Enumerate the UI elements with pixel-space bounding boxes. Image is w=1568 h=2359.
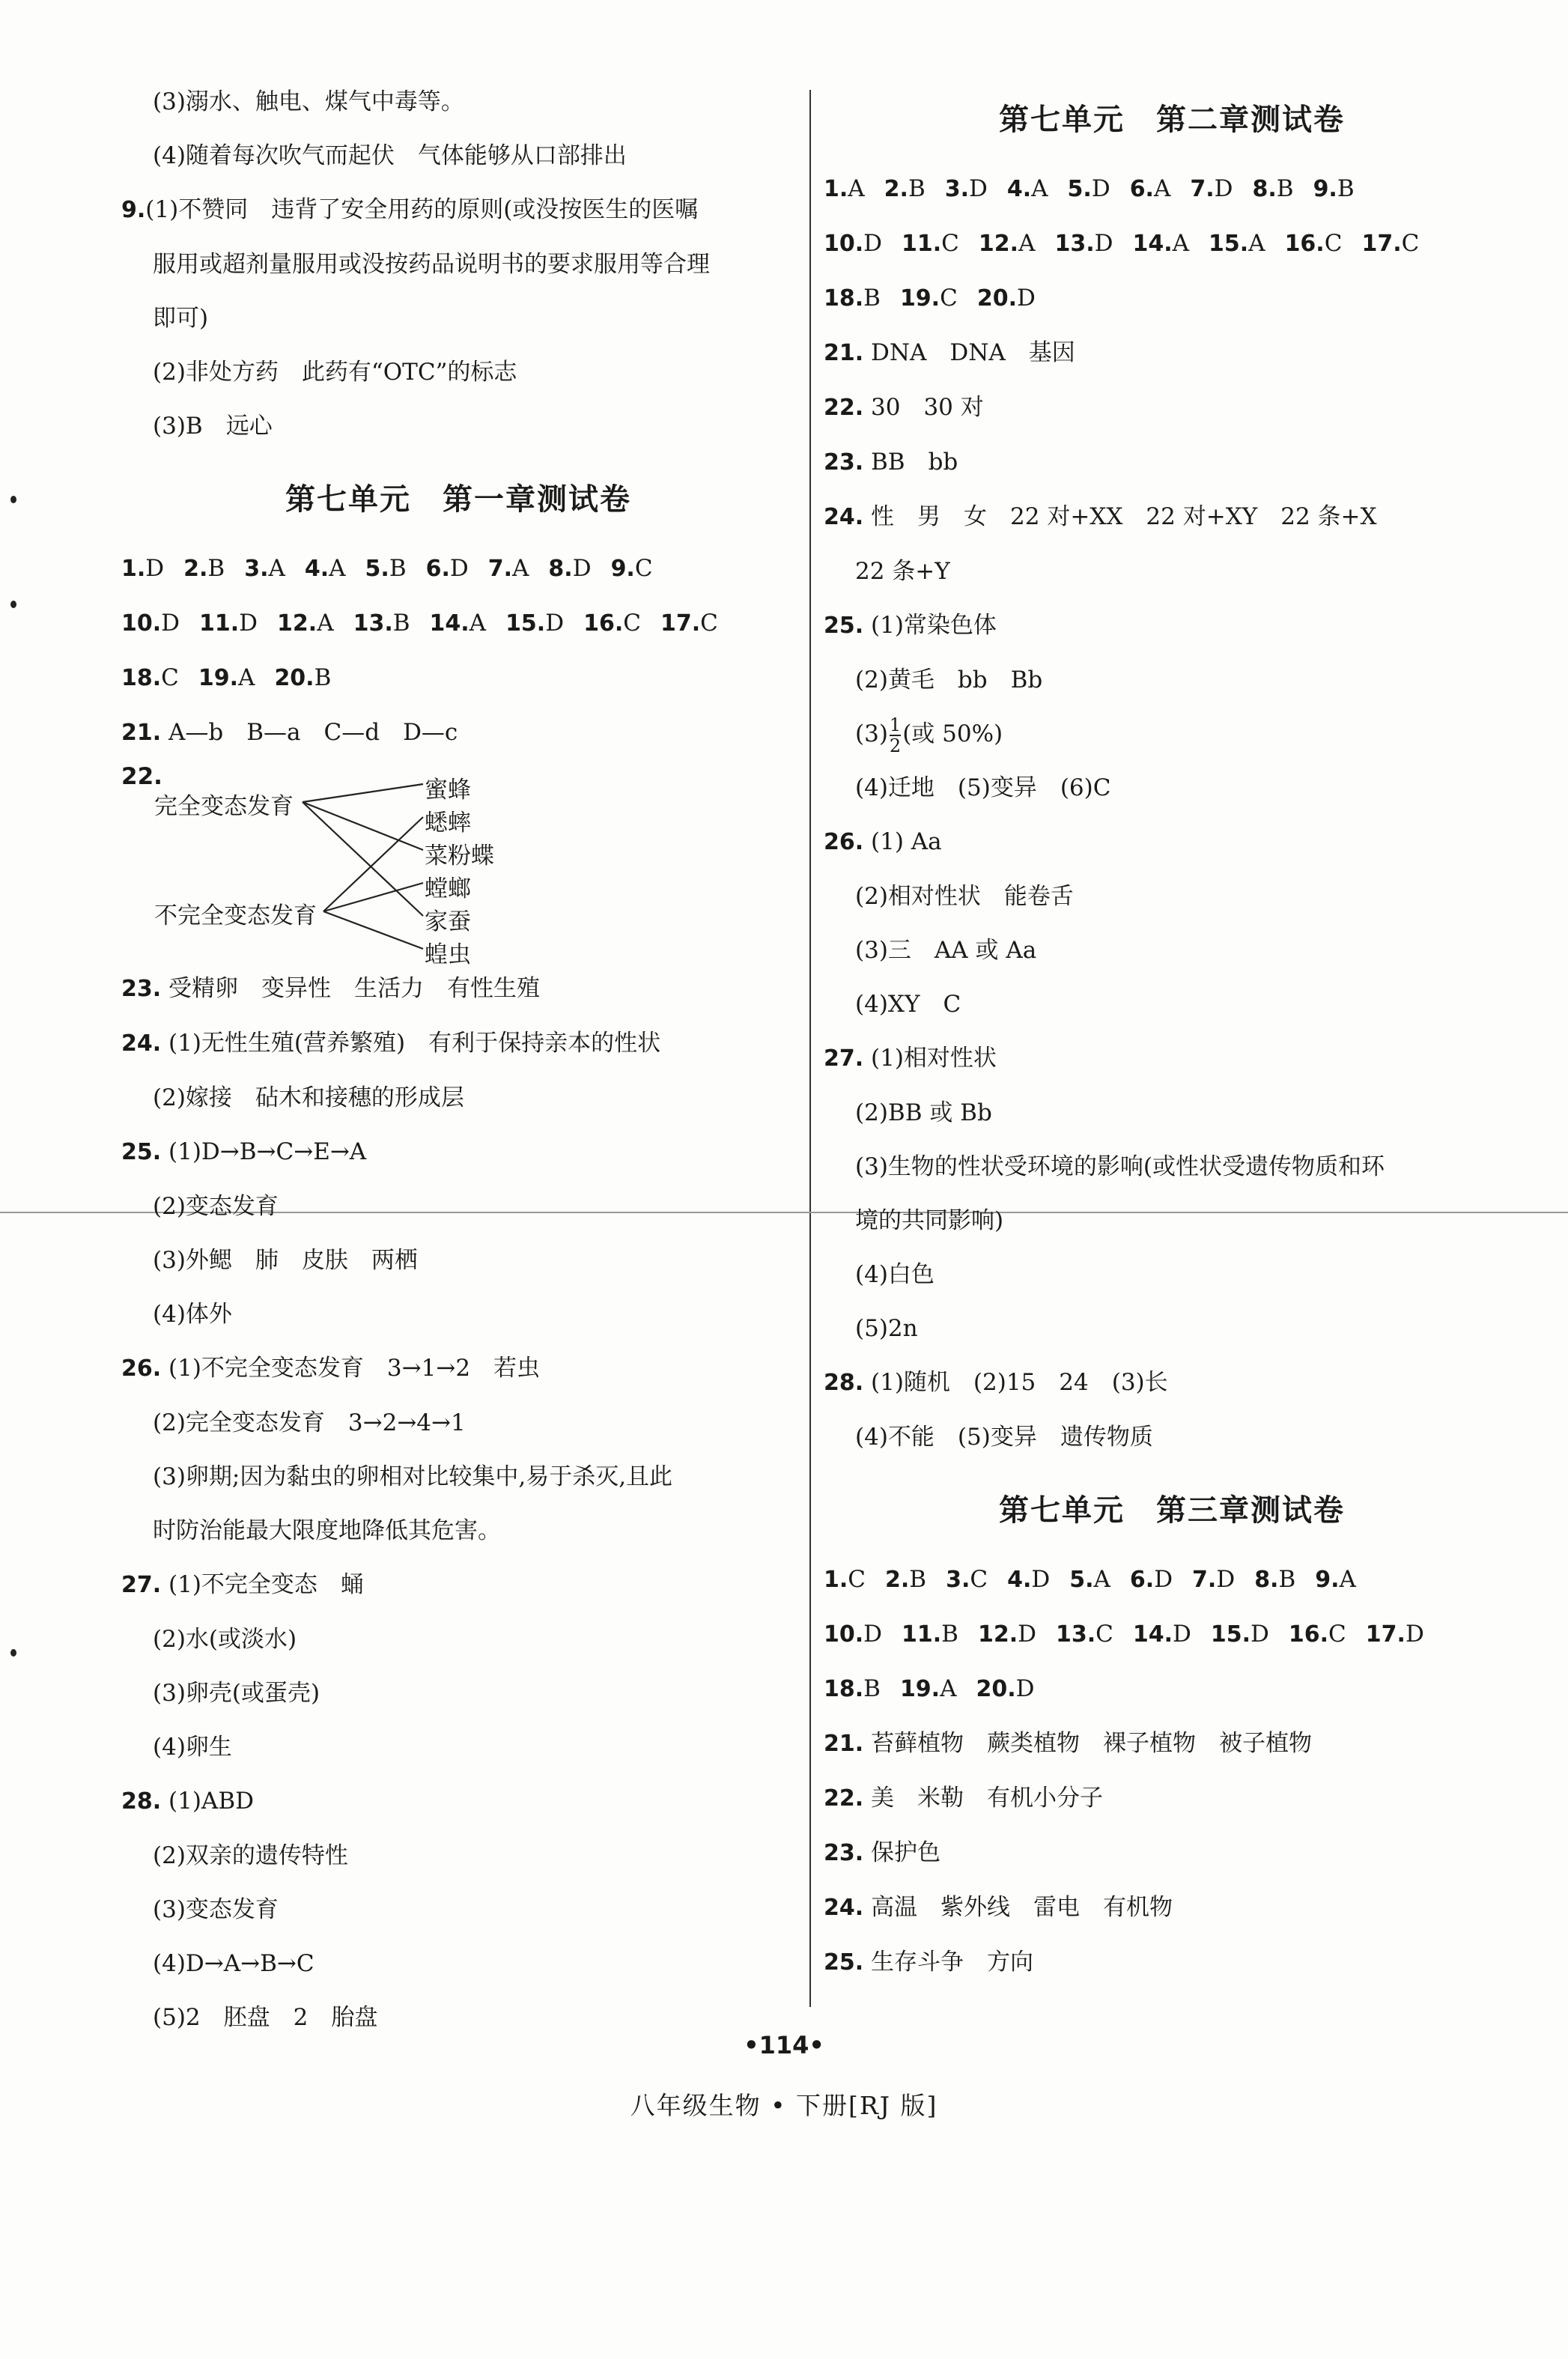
question-number: 16.: [1284, 231, 1325, 257]
question-number: 18.: [121, 665, 162, 691]
answer-letter: C: [1401, 230, 1420, 257]
question-number: 14.: [1132, 1621, 1173, 1648]
mc-row: [824, 1607, 1520, 1662]
question-number: 13.: [1054, 231, 1095, 257]
question-number: 12.: [277, 610, 317, 637]
section-title: 第七单元 第一章测试卷: [285, 482, 631, 517]
answer-letter: C: [161, 664, 179, 691]
question-number: 3.: [944, 176, 970, 202]
question-number: 19.: [899, 285, 941, 312]
question-number: 5.: [1069, 1567, 1094, 1593]
question-number: 12.: [978, 231, 1019, 257]
answer-letter: B: [207, 555, 225, 582]
answer-letter: A: [512, 555, 529, 582]
diagram-label-complete: 完全变态发育: [154, 793, 294, 820]
answer-line: 21. 苔藓植物 蕨类植物 裸子植物 被子植物: [824, 1730, 1313, 1757]
answer-letter: A: [848, 175, 865, 202]
question-number: 7.: [1190, 176, 1215, 202]
answer-letter: A: [469, 610, 487, 637]
book-title: 八年级生物 • 下册[RJ 版]: [630, 2091, 938, 2120]
answer-line: 28. (1)随机 (2)15 24 (3)长: [824, 1369, 1168, 1396]
answer-line: (2)变态发育: [153, 1193, 279, 1220]
answer-letter: D: [1216, 1566, 1236, 1593]
answer-line: 21. DNA DNA 基因: [824, 339, 1075, 366]
question-number: 10.: [121, 610, 162, 637]
question-number: 14.: [1132, 231, 1173, 257]
question-number: 18.: [824, 1676, 864, 1702]
question-number: 11.: [902, 1621, 942, 1648]
answer-letter: B: [863, 1675, 881, 1702]
answer-line: (2)相对性状 能卷舌: [855, 883, 1074, 910]
question-number: 17.: [660, 610, 701, 637]
answer-line: 24. 性 男 女 22 对+XX 22 对+XY 22 条+X: [824, 503, 1377, 530]
right-column: [824, 90, 1520, 1990]
question-number: 19.: [198, 665, 239, 691]
answer-letter: C: [623, 610, 641, 637]
mc-row: [824, 271, 1520, 326]
answer-letter: B: [941, 1621, 958, 1648]
answer-letter: A: [1172, 230, 1190, 257]
question-number: 9.: [1313, 176, 1337, 202]
answer-letter: A: [268, 555, 285, 582]
question-number: 22.: [121, 763, 162, 790]
section-title: 第七单元 第二章测试卷: [999, 103, 1345, 137]
question-number: 17.: [1361, 231, 1402, 257]
answer-line: (3)变态发育: [153, 1896, 279, 1923]
answer-line: 26. (1)不完全变态发育 3→1→2 若虫: [121, 1355, 541, 1382]
answer-letter: C: [634, 555, 653, 582]
answer-letter: A: [317, 610, 334, 637]
question-number: 18.: [824, 285, 864, 312]
question-number: 20.: [976, 1676, 1016, 1702]
mc-row: [824, 216, 1520, 271]
answer-line: (4)XY C: [855, 991, 961, 1018]
left-column: [121, 75, 795, 2044]
question-number: 13.: [353, 610, 393, 637]
answer-letter: C: [1324, 230, 1343, 257]
question-number: 11.: [199, 610, 240, 637]
answer-line: (3)溺水、触电、煤气中毒等。: [153, 88, 464, 115]
question-number: 5.: [1067, 176, 1092, 202]
question-number: 15.: [1209, 231, 1249, 257]
answer-letter: D: [1031, 1566, 1051, 1593]
answer-line: (5)2 胚盘 2 胎盘: [153, 2004, 378, 2031]
question-number: 4.: [1007, 1567, 1032, 1593]
answer-letter: B: [1278, 1566, 1296, 1593]
answer-line: 23. 受精卵 变异性 生活力 有性生殖: [121, 975, 541, 1002]
matching-lines: [121, 763, 496, 962]
answer-line: 25. 生存斗争 方向: [824, 1949, 1034, 1976]
answer-line: (4)D→A→B→C: [153, 1950, 314, 1977]
answer-line: 22. 30 30 对: [824, 394, 984, 421]
section-title: 第七单元 第三章测试卷: [999, 1493, 1345, 1528]
answer-letter: D: [145, 555, 165, 582]
answer-letter: B: [909, 1566, 927, 1593]
answer-letter: A: [238, 664, 255, 691]
answer-line: (4)体外: [153, 1301, 232, 1328]
question-number: 4.: [304, 556, 329, 582]
answer-letter: D: [1091, 175, 1110, 202]
question-number: 15.: [1210, 1621, 1251, 1648]
answer-letter: D: [1405, 1621, 1424, 1648]
answer-line: (3)卵期;因为黏虫的卵相对比较集中,易于杀灭,且此: [153, 1463, 673, 1490]
answer-letter: C: [700, 610, 718, 637]
answer-line: 27. (1)相对性状: [824, 1045, 997, 1072]
answer-line: (2)嫁接 砧木和接穗的形成层: [153, 1084, 464, 1111]
answer-letter: D: [449, 555, 469, 582]
answer-letter: A: [1093, 1566, 1110, 1593]
answer-letter: D: [1251, 1621, 1269, 1648]
answer-letter: A: [1153, 175, 1171, 202]
question-number: 6.: [1129, 1567, 1155, 1593]
answer-letter: C: [940, 285, 958, 312]
diagram-insect: 菜粉蝶: [425, 842, 494, 869]
mc-row: [121, 541, 795, 596]
answer-letter: C: [848, 1566, 866, 1593]
question-number: 2.: [885, 1567, 910, 1593]
question-number: 19.: [899, 1676, 941, 1702]
question-number: 9.: [610, 556, 635, 582]
answer-letter: D: [545, 610, 565, 637]
answer-letter: B: [908, 175, 926, 202]
answer-line: (4)随着每次吹气而起伏 气体能够从口部排出: [153, 142, 627, 169]
answer-line: 服用或超剂量服用或没按药品说明书的要求服用等合理: [153, 251, 710, 278]
scan-speck: [10, 496, 16, 503]
question-number: 16.: [583, 610, 624, 637]
question-number: 13.: [1055, 1621, 1096, 1648]
question-number: 9.: [1315, 1567, 1340, 1593]
question-number: 8.: [1252, 176, 1277, 202]
question-number: 20.: [274, 665, 314, 691]
answer-letter: D: [863, 1621, 883, 1648]
answer-line: (2)水(或淡水): [153, 1626, 297, 1653]
answer-line: 23. 保护色: [824, 1839, 941, 1866]
answer-letter: A: [1339, 1566, 1356, 1593]
question-number: 6.: [425, 556, 450, 582]
answer-line: 22 条+Y: [855, 558, 950, 585]
answer-letter: B: [1337, 175, 1355, 202]
question-number: 1.: [121, 556, 146, 582]
answer-line: (3)外鳃 肺 皮肤 两栖: [153, 1247, 418, 1274]
answer-line: 26. (1) Aa: [824, 828, 942, 855]
answer-line: (4)迁地 (5)变异 (6)C: [855, 774, 1111, 801]
mc-row: [824, 1662, 1520, 1716]
question-number: 11.: [902, 231, 942, 257]
question-number: 8.: [548, 556, 573, 582]
answer-letter: B: [1276, 175, 1294, 202]
answer-line: (2)双亲的遗传特性: [153, 1842, 348, 1869]
answer-line: (2)完全变态发育 3→2→4→1: [153, 1409, 466, 1436]
answer-line: (3) $\frac{1}{2}$ (或 50%): [855, 714, 1003, 756]
answer-letter: B: [389, 555, 407, 582]
question-number: 10.: [824, 1621, 864, 1648]
question-number: 4.: [1006, 176, 1032, 202]
column-divider: [809, 90, 811, 2007]
mc-row: [121, 596, 795, 651]
answer-letter: D: [161, 610, 180, 637]
diagram-insect: 蟋蟀: [425, 810, 471, 837]
answer-line: (4)白色: [855, 1261, 935, 1288]
question-number: 3.: [946, 1567, 970, 1593]
question-number: 10.: [824, 231, 864, 257]
answer-line: 24. (1)无性生殖(营养繁殖) 有利于保持亲本的性状: [121, 1030, 661, 1057]
answer-line: (3)生物的性状受环境的影响(或性状受遗传物质和环: [855, 1153, 1385, 1180]
answer-letter: A: [1018, 230, 1036, 257]
answer-line: 时防治能最大限度地降低其危害。: [153, 1517, 501, 1544]
question-number: 15.: [505, 610, 546, 637]
answer-letter: C: [970, 1566, 988, 1593]
answer-letter: D: [1214, 175, 1233, 202]
answer-line: 27. (1)不完全变态 蛹: [121, 1571, 364, 1598]
mc-row: [824, 1552, 1520, 1607]
answer-line: 24. 高温 紫外线 雷电 有机物: [824, 1894, 1173, 1921]
answer-line: 9.(1)不赞同 违背了安全用药的原则(或没按医生的医嘱: [121, 196, 699, 223]
question-number: 3.: [244, 556, 269, 582]
answer-line: (3)卵壳(或蛋壳): [153, 1680, 320, 1707]
answer-line: (2)BB 或 Bb: [855, 1099, 992, 1126]
answer-letter: D: [1094, 230, 1113, 257]
answer-letter: D: [1018, 1621, 1036, 1648]
answer-letter: D: [1016, 285, 1036, 312]
answer-line: (3)三 AA 或 Aa: [855, 937, 1037, 964]
question-number: 12.: [977, 1621, 1018, 1648]
answer-line: 即可): [153, 305, 209, 332]
mc-row: [824, 162, 1520, 216]
question-number: 6.: [1129, 176, 1154, 202]
question-number: 16.: [1288, 1621, 1329, 1648]
question-number: 5.: [365, 556, 389, 582]
answer-letter: D: [1173, 1621, 1191, 1648]
answer-letter: C: [941, 230, 959, 257]
scan-speck: [10, 1649, 16, 1657]
answer-letter: C: [1096, 1621, 1113, 1648]
scan-speck: [10, 601, 16, 608]
answer-letter: D: [1015, 1675, 1035, 1702]
answer-line: 28. (1)ABD: [121, 1788, 254, 1815]
answer-letter: C: [1328, 1621, 1346, 1648]
answer-line: 25. (1)常染色体: [824, 612, 997, 639]
question-number: 2.: [884, 176, 908, 202]
answer-letter: B: [392, 610, 410, 637]
question-number: 17.: [1365, 1621, 1406, 1648]
answer-letter: A: [1031, 175, 1048, 202]
answer-letter: B: [314, 664, 332, 691]
answer-letter: D: [1154, 1566, 1173, 1593]
answer-line: 23. BB bb: [824, 449, 958, 476]
mc-row: [121, 651, 795, 705]
question-number: 8.: [1254, 1567, 1279, 1593]
answer-line: (3)B 远心: [153, 413, 273, 440]
matching-diagram: [121, 763, 795, 968]
diagram-insect: 蜜蜂: [425, 777, 471, 804]
answer-line: (4)不能 (5)变异 遗传物质: [855, 1424, 1153, 1451]
answer-line: 22. 美 米勒 有机小分子: [824, 1785, 1104, 1812]
answer-line: 21. A—b B—a C—d D—c: [121, 719, 458, 746]
diagram-insect: 蝗虫: [425, 941, 471, 968]
answer-letter: D: [239, 610, 258, 637]
answer-letter: A: [1248, 230, 1265, 257]
question-number: 14.: [429, 610, 470, 637]
question-number: 1.: [824, 1567, 848, 1593]
question-number: 7.: [487, 556, 513, 582]
page-number: •114•: [744, 2031, 824, 2059]
answer-line: (5)2n: [855, 1315, 918, 1342]
answer-letter: D: [572, 555, 592, 582]
answer-line: 境的共同影响): [855, 1207, 1004, 1234]
diagram-insect: 家蚕: [425, 908, 471, 935]
answer-line: (2)非处方药 此药有“OTC”的标志: [153, 359, 517, 386]
diagram-insect: 螳螂: [425, 875, 471, 902]
answer-letter: B: [863, 285, 881, 312]
answer-line: 25. (1)D→B→C→E→A: [121, 1138, 367, 1165]
answer-letter: A: [940, 1675, 957, 1702]
fraction: $\frac{1}{2}$: [889, 714, 902, 756]
diagram-label-incomplete: 不完全变态发育: [154, 902, 317, 929]
question-number: 20.: [976, 285, 1017, 312]
answer-line: (2)黄毛 bb Bb: [855, 667, 1043, 693]
answer-letter: D: [863, 230, 883, 257]
question-number: 7.: [1192, 1567, 1217, 1593]
answer-letter: D: [969, 175, 988, 202]
answer-line: (4)卵生: [153, 1734, 232, 1761]
question-number: 2.: [183, 556, 208, 582]
question-number: 1.: [824, 176, 848, 202]
answer-letter: A: [329, 555, 346, 582]
